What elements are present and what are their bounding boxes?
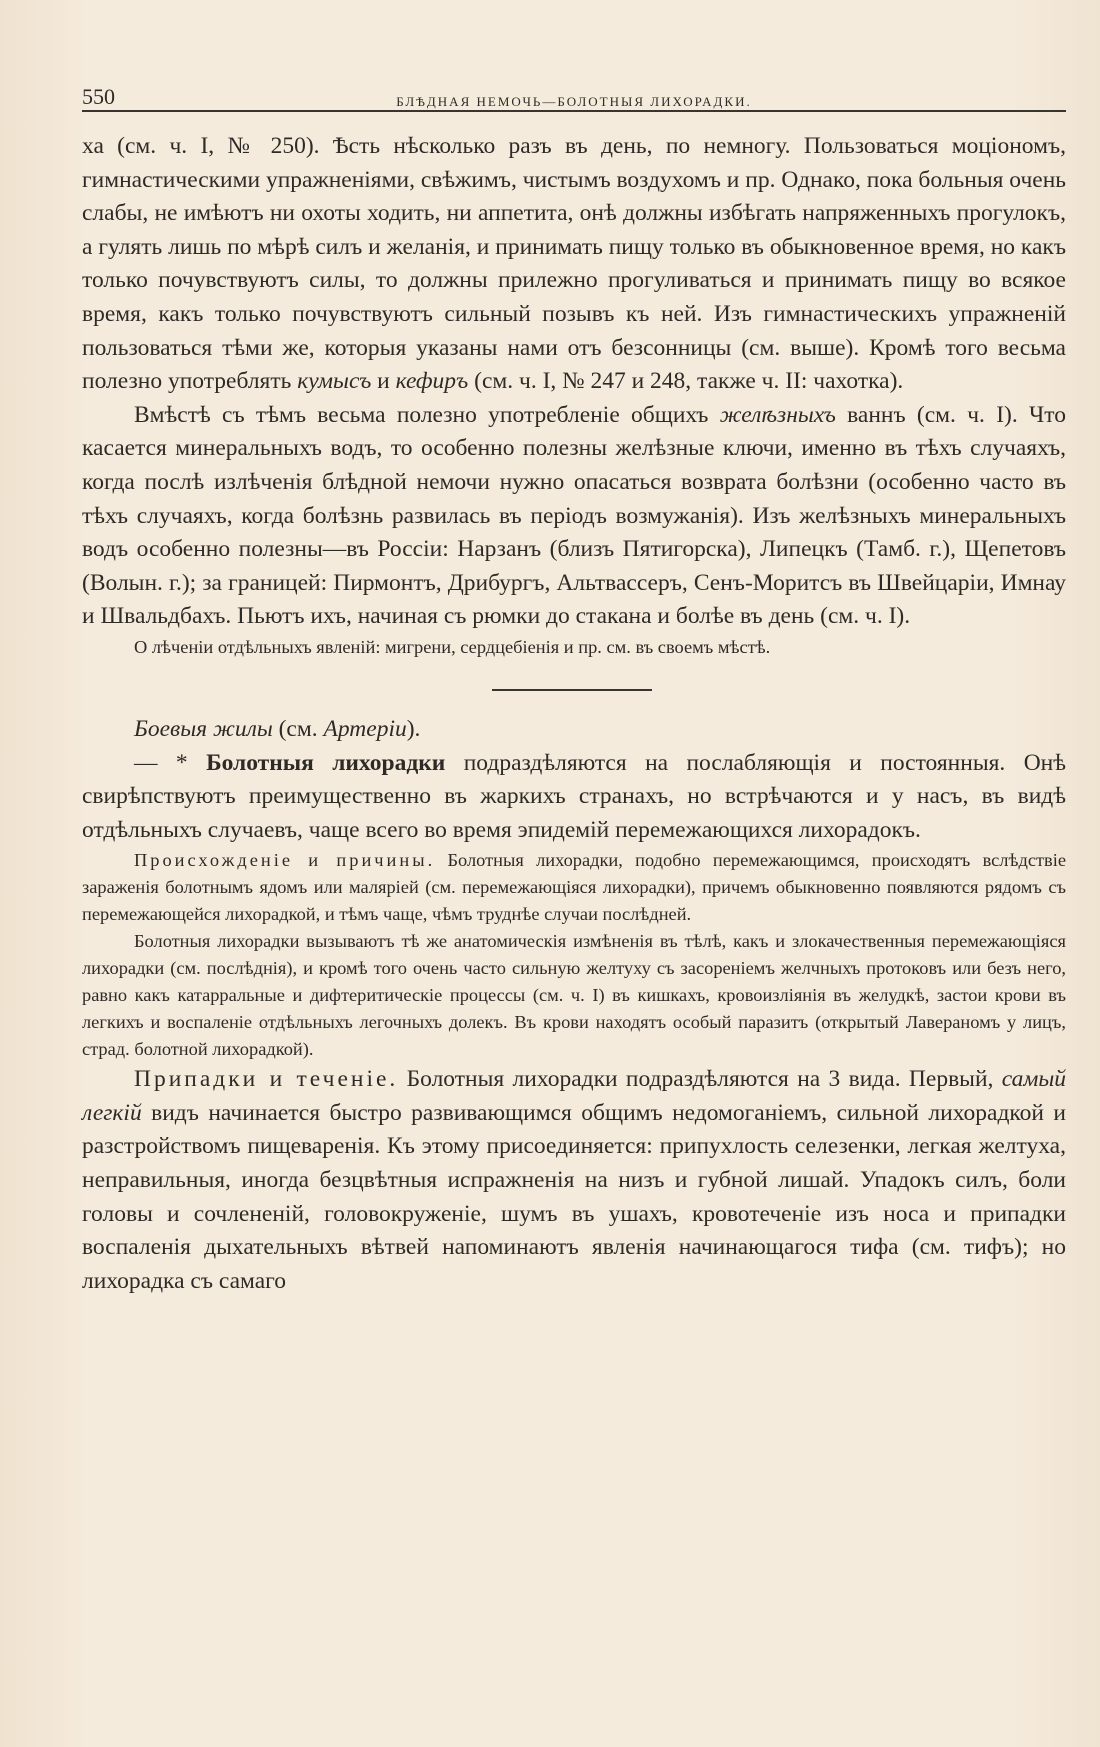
crossref-target-link[interactable]: Артеріи <box>323 715 407 742</box>
page-header <box>82 82 1066 112</box>
crossref-term: Боевыя жилы <box>134 715 273 742</box>
section-anatomy: Болотныя лихорадки вызываютъ тѣ же анатомическія измѣненія въ тѣлѣ, какъ и злокачественныя перемежающіяся лихорадки (см. послѣднія), и кромѣ того очень часто сильную желтуху съ засореніемъ желчныхъ протоковъ или безъ него, равно какъ катарральные и дифтеритическіе процессы (см. ч. I) въ кишкахъ, кровоизліянія въ желудкѣ, застои крови въ легкихъ и воспаленіе отдѣльныхъ легочныхъ долекъ. Въ крови находятъ особый паразитъ (открытый Лавераномъ у лицъ, страд. болотной лихорадкой). <box>82 931 1066 1060</box>
crossref-entry <box>82 713 1066 747</box>
text-run: и <box>371 368 396 395</box>
text-run: (см. <box>272 715 324 742</box>
italic-term-mild: самый легкій <box>82 1066 1066 1126</box>
text-run: Вмѣстѣ съ тѣмъ весьма полезно употребленіе общихъ <box>134 401 720 428</box>
section-origin <box>82 847 1066 928</box>
paragraph-mineral-waters <box>82 399 1066 634</box>
text-run: ваннъ (см. ч. I). Что касается минеральныхъ водъ, то особенно полезны желѣзные ключи, именно въ тѣхъ случаяхъ, когда послѣ излѣченія блѣдной немочи нужно опасаться возврата болѣзни (особенно часто въ тѣхъ случаяхъ, когда болѣзнь развилась въ періодъ возмужанія). Изъ желѣзныхъ минеральныхъ водъ особенно полезны—въ Россіи: Нарзанъ (близъ Пятигорска), Липецкъ (Тамб. г.), Щепетовъ (Волын. г.); за границей: Пирмонтъ, Дрибургъ, Альтвассеръ, Сенъ-Моритсъ въ Швейцаріи, Имнау и Швальдбахъ. Пьютъ ихъ, начиная съ рюмки до стакана и болѣе въ день (см. ч. I). <box>82 401 1066 630</box>
section-heading-symptoms: Припадки и теченіе. <box>134 1066 399 1093</box>
paragraph-treatment <box>82 130 1066 399</box>
text-run: Болотныя лихорадки, подобно перемежающимся, происходятъ вслѣдствіе зараженія болотнымъ ядомъ или маляріей (см. перемежающіяся лихорадки), причемъ обыкновенно появляются рядомъ съ перемежающейся лихорадкой, и тѣмъ чаще, чѣмъ труднѣе случаи послѣдней. <box>82 850 1066 925</box>
italic-term-iron: желѣзныхъ <box>719 401 836 428</box>
section-heading-origin: Происхожденіе и причины. <box>134 850 436 871</box>
entry-marker: — * <box>134 749 207 776</box>
entry-malarial-fevers <box>82 747 1066 848</box>
text-run: ха (см. ч. I, № 250). Ѣсть нѣсколько разъ въ день, по немногу. Пользоваться моціономъ, гимнастическими упражненіями, свѣжимъ, чистымъ воздухомъ и пр. Однако, пока больныя очень слабы, не имѣютъ ни охоты ходить, ни аппетита, онѣ должны избѣгать напряженныхъ прогулокъ, а гулять лишь по мѣрѣ силъ и желанія, и принимать пищу только въ обыкновенное время, но какъ только почувствуютъ силы, то должны прилежно прогуливаться и принимать пищу во всякое время, какъ только почувствуютъ сильный позывъ къ ней. Изъ гимнастическихъ упражненій пользоваться тѣми же, которыя указаны нами отъ безсонницы (см. выше). Кромѣ того весьма полезно употреблять <box>82 133 1066 395</box>
entry-title: Болотныя лихорадки <box>206 749 446 776</box>
italic-term-kefir: кефиръ <box>395 368 469 395</box>
text-run: (см. ч. I, № 247 и 248, также ч. II: чахотка). <box>468 368 904 395</box>
section-divider <box>492 689 652 691</box>
italic-term-kumys: кумысъ <box>297 368 372 395</box>
section-symptoms <box>82 1063 1066 1298</box>
note-symptoms-treatment: О лѣченіи отдѣльныхъ явленій: мигрени, сердцебіенія и пр. см. въ своемъ мѣстѣ. <box>134 636 771 657</box>
text-run: Болотныя лихорадки подраздѣляются на 3 вида. Первый, <box>398 1066 1002 1093</box>
text-run: видъ начинается быстро развивающимся общимъ недомоганіемъ, сильной лихорадкой и разстройствомъ пищеваренія. Къ этому присоединяется: припухлость селезенки, легкая желтуха, неправильныя, иногда безцвѣтныя испражненія на низъ и губной лишай. Упадокъ силъ, боли головы и сочлененій, головокруженіе, шумъ въ ушахъ, кровотеченіе изъ носа и припадки воспаленія дыхательныхъ вѣтвей напоминаютъ явленія начинающагося тифа (см. тифъ); но лихорадка съ самаго <box>82 1099 1066 1294</box>
running-head: БЛѢДНАЯ НЕМОЧЬ—БОЛОТНЫЯ ЛИХОРАДКИ. <box>396 94 752 109</box>
text-run: подраздѣляются на послабляющія и постоянныя. Онѣ свирѣпствуютъ преимущественно въ жаркихъ странахъ, но встрѣчаются и у насъ, въ видѣ отдѣльныхъ случаевъ, чаще всего во время эпидемій перемежающихся лихорадокъ. <box>82 749 1066 843</box>
text-run: ). <box>406 715 421 742</box>
page-number: 550 <box>82 84 115 109</box>
